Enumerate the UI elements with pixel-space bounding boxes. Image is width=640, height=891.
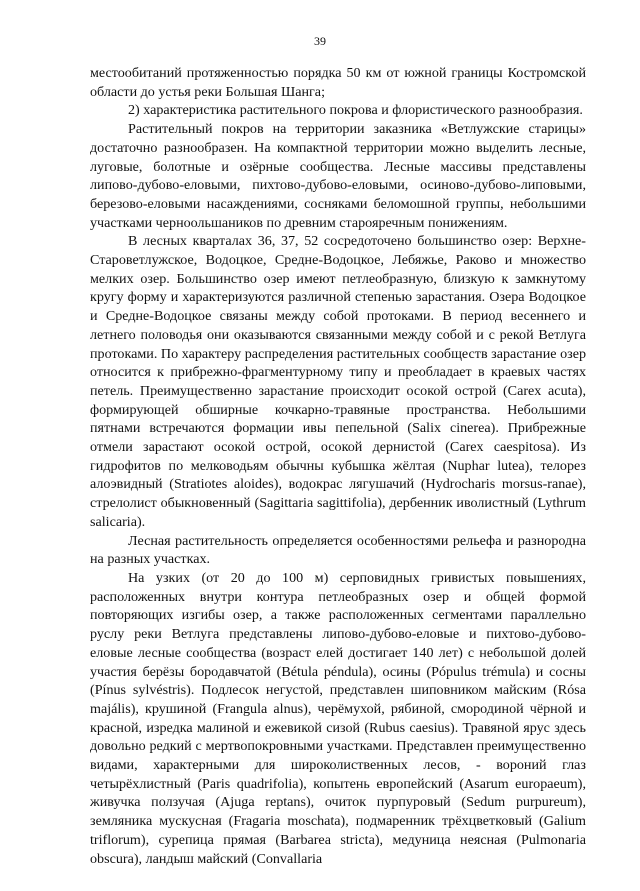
page-number: 39: [314, 34, 326, 48]
paragraph: Лесная растительность определяется особенностями рельефа и разнородна на разных участках.: [90, 532, 586, 568]
paragraph: В лесных кварталах 36, 37, 52 сосредоточено большинство озер: Верхне-Староветлужское, Водоцкое, Средне-Водоцкое, Лебяжье, Раково и множество мелких озер. Большинство озер имеют петлеобразную, близкую к замкнутому кругу форму и характеризуются различной степенью зарастания. Озера Водоцкое и Средне-Водоцкое связаны между собой протоками. В период весеннего и летнего половодья они оказываются связанными между собой и с рекой Ветлуга протоками. По характеру распределения растительных сообществ зарастание озер относится к прибрежно-фрагментурному типу и преобладает в краевых частях петель. Преимущественно зарастание происходит осокой острой (Carex acuta), формирующей обширные кочкарно-травяные пространства. Небольшими пятнами встречаются формации ивы пепельной (Salix cinerea). Прибрежные отмели зарастают осокой острой, осокой дернистой (Carex caespitosa). Из гидрофитов по мелководьям обычны кубышка жёлтая (Nuphar lutea), телорез алоэвидный (Stratiotes aloides), водокрас лягушачий (Hydrocharis morsus-ranae), стрелолист обыкновенный (Sagittaria sagittifolia), дербенник иволистный (Lythrum salicaria).: [90, 233, 586, 530]
paragraph: местообитаний протяженностью порядка 50 км от южной границы Костромской области до устья реки Большая Шанга;: [90, 65, 586, 100]
paragraph: 2) характеристика растительного покрова и флористического разнообразия.: [128, 102, 583, 119]
paragraph: На узких (от 20 до 100 м) серповидных гривистых повышениях, расположенных внутри контура петлеобразных озер и общей формой повторяющих изгибы озер, а также расположенных сегментами параллельно руслу реки Ветлуга представлены липово-дубово-еловые и пихтово-дубово-еловые лесные сообщества (возраст елей достигает 140 лет) с небольшой долей участия берёзы бородавчатой (Bétula péndula), осины (Pópulus trémula) и сосны (Pínus sylvéstris). Подлесок негустой, представлен шиповником майским (Rósa majális), крушиной (Frangula alnus), черёмухой, рябиной, смородиной чёрной и красной, изредка малиной и ежевикой сизой (Rubus caesius). Травяной ярус здесь довольно редкий с мертвопокровными участками. Представлен преимущественно видами, характерными для широколиственных лесов, - вороний глаз четырёхлистный (Paris quadrifolia), копытень европейский (Asarum europaeum), живучка ползучая (Ajuga reptans), очиток пурпуровый (Sedum purpureum), земляника мускусная (Fragaria moschata), подмаренник трёхцветковый (Galium triflorum), сурепица прямая (Barbarea stricta), медуница неясная (Pulmonaria obscura), ландыш майский (Convallaria: [90, 569, 586, 867]
body-text: [90, 64, 586, 868]
paragraph: Растительный покров на территории заказника «Ветлужские старицы» достаточно разнообразен. На компактной территории можно выделить лесные, луговые, болотные и озёрные сообщества. Лесные массивы представлены липово-дубово-еловыми, пихтово-дубово-еловыми, осиново-дубово-липовыми, березово-еловыми насаждениями, сосняками беломошной группы, небольшими участками черноольшаников по древним старояречным понижениям.: [90, 121, 586, 231]
